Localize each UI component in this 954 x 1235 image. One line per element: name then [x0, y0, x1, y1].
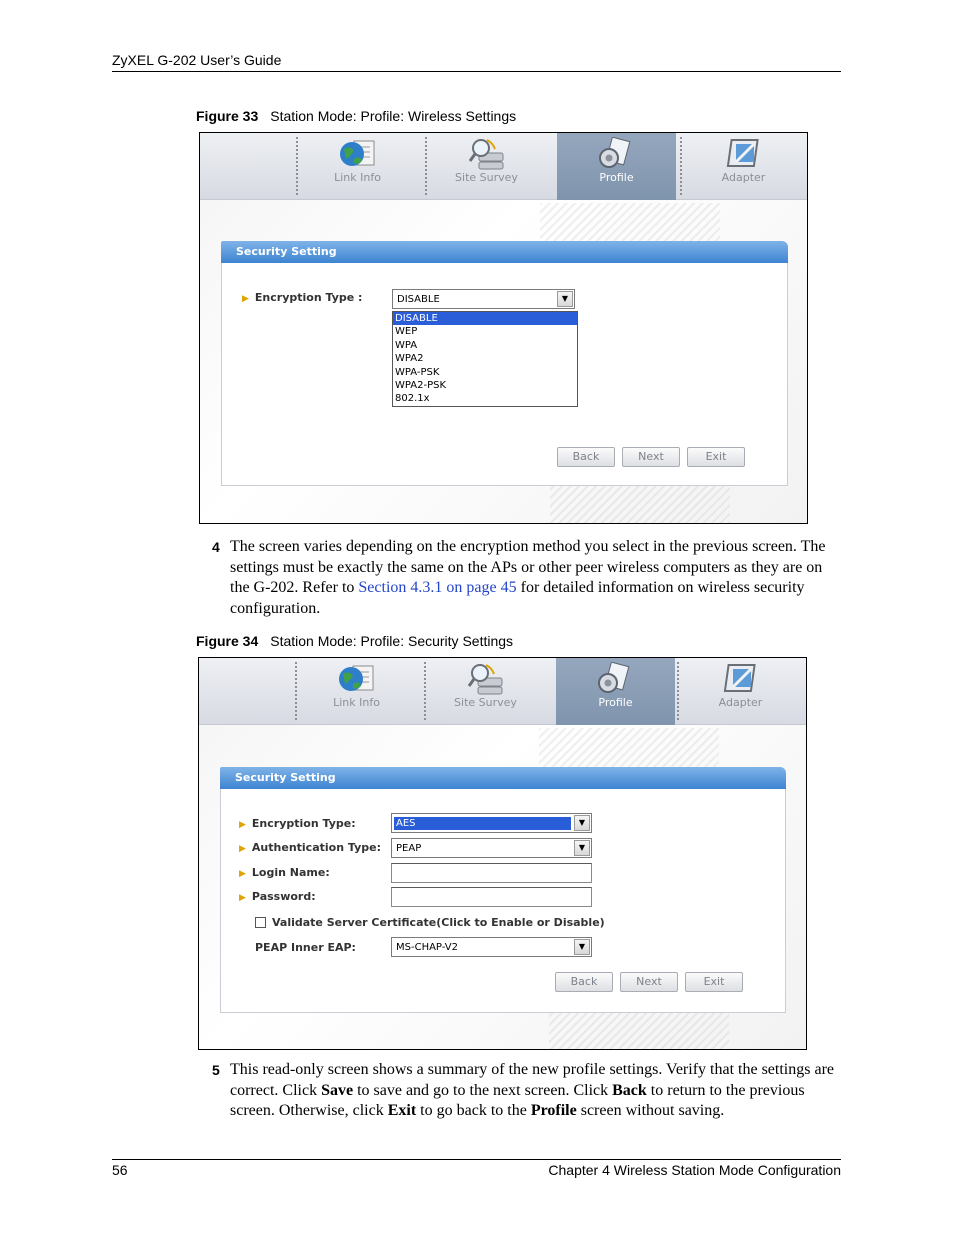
password-input[interactable]: [391, 887, 592, 907]
tab-adapter[interactable]: [677, 658, 804, 725]
peap-inner-eap-label: PEAP Inner EAP:: [255, 941, 356, 954]
tab-adapter[interactable]: [680, 133, 807, 200]
section-link[interactable]: Section 4.3.1 on page 45: [358, 579, 517, 596]
figure-33-label: Figure 33: [196, 108, 259, 124]
tab-label: Link Info: [334, 171, 381, 184]
back-button[interactable]: Back: [555, 972, 613, 992]
text-run: This read-only screen shows a summary of the new profile settings. Verify that the settings are correct. Click: [230, 1061, 834, 1099]
label-text: Password:: [251, 890, 316, 903]
bullet-arrow-icon: ▶: [239, 893, 246, 903]
dropdown-option[interactable]: WPA: [395, 339, 418, 351]
chevron-down-icon[interactable]: ▼: [574, 840, 590, 856]
dropdown-option[interactable]: WEP: [395, 326, 418, 338]
panel-title: Security Setting: [221, 241, 788, 263]
figure-33-caption: [196, 108, 516, 124]
tab-profile[interactable]: [557, 133, 676, 200]
encryption-type-label-text: Encryption Type :: [254, 291, 363, 304]
encryption-type-select[interactable]: [392, 289, 575, 309]
globe-document-icon: [338, 137, 378, 171]
tab-link-info[interactable]: [293, 658, 420, 725]
step-5-paragraph: [212, 1060, 844, 1122]
security-setting-panel: [220, 771, 786, 1013]
text-run: to return to the previous screen. Otherwise, click: [230, 1081, 805, 1119]
next-button[interactable]: Next: [622, 447, 680, 467]
footer-rule: [112, 1159, 841, 1160]
step-text: [230, 1060, 844, 1122]
label-text: Encryption Type:: [251, 817, 356, 830]
chapter-title: Chapter 4 Wireless Station Mode Configuration: [548, 1162, 841, 1178]
dropdown-option[interactable]: WPA2-PSK: [395, 379, 447, 391]
tab-bar: [199, 658, 806, 725]
adapter-icon: [724, 137, 764, 171]
page-header: ZyXEL G-202 User’s Guide: [112, 52, 282, 68]
dropdown-option[interactable]: WPA-PSK: [395, 366, 440, 378]
tab-site-survey[interactable]: [423, 133, 550, 200]
dropdown-option[interactable]: WPA2: [395, 353, 424, 365]
globe-document-icon: [337, 662, 377, 696]
tab-label: Site Survey: [455, 171, 518, 184]
authentication-type-select[interactable]: [391, 838, 592, 858]
text-run: The screen varies depending on the encryption method you select in the previous screen. The settings must be exactly the same on the APs or other peer wireless computers as they are on the G-202. Refer to: [230, 538, 826, 596]
next-button[interactable]: Next: [620, 972, 678, 992]
encryption-type-select[interactable]: [391, 813, 592, 833]
tab-separator: [295, 662, 297, 720]
label-text: Login Name:: [251, 866, 330, 879]
encryption-type-label: [239, 817, 356, 830]
magnifier-network-icon: [467, 137, 507, 171]
magnifier-network-icon: [466, 662, 506, 696]
peap-inner-eap-select[interactable]: [391, 937, 592, 957]
figure-34-label: Figure 34: [196, 633, 259, 649]
gear-document-icon: [595, 137, 635, 171]
adapter-icon: [721, 662, 761, 696]
bullet-arrow-icon: ▶: [239, 844, 246, 854]
step-text: [230, 537, 844, 619]
figure-34-screenshot: [198, 657, 807, 1050]
select-value: PEAP: [396, 843, 422, 854]
bullet-arrow-icon: ▶: [239, 820, 246, 830]
figure-33-title: Station Mode: Profile: Wireless Settings: [270, 108, 517, 124]
tab-site-survey[interactable]: [422, 658, 549, 725]
bold-term: Profile: [530, 1102, 577, 1119]
text-run: to go back to the: [416, 1102, 531, 1119]
figure-33-screenshot: [199, 132, 808, 524]
login-name-label: [239, 866, 330, 879]
bullet-arrow-icon: ▶: [239, 869, 246, 879]
back-button[interactable]: Back: [557, 447, 615, 467]
encryption-type-dropdown-list[interactable]: [392, 311, 578, 407]
figure-34-title: Station Mode: Profile: Security Settings: [270, 633, 514, 649]
page-number: 56: [112, 1162, 128, 1178]
encryption-type-label: [242, 291, 362, 304]
header-rule: [112, 71, 841, 72]
step-4-paragraph: [212, 537, 844, 619]
password-label: [239, 890, 316, 903]
bold-term: Back: [612, 1081, 647, 1099]
security-setting-panel: [221, 245, 788, 486]
bold-term: Exit: [387, 1102, 417, 1119]
label-text: Authentication Type:: [251, 841, 381, 854]
exit-button[interactable]: Exit: [687, 447, 745, 467]
tab-label: Site Survey: [454, 696, 517, 709]
tab-link-info[interactable]: [294, 133, 421, 200]
chevron-down-icon[interactable]: ▼: [574, 939, 590, 955]
select-value: MS-CHAP-V2: [396, 942, 458, 953]
chevron-down-icon[interactable]: ▼: [574, 815, 590, 831]
text-run: for detailed information on wireless security configuration.: [230, 579, 805, 617]
tab-separator: [296, 137, 298, 195]
authentication-type-label: [239, 841, 381, 854]
tab-profile[interactable]: [556, 658, 675, 725]
tab-label: Adapter: [721, 171, 766, 184]
step-number: 4: [212, 539, 220, 555]
panel-title: Security Setting: [220, 767, 786, 789]
text-run: to save and go to the next screen. Click: [353, 1081, 613, 1099]
step-number: 5: [212, 1062, 220, 1078]
figure-34-caption: [196, 633, 513, 649]
validate-server-certificate-label: Validate Server Certificate(Click to Enable or Disable): [272, 916, 605, 929]
tab-label: Link Info: [333, 696, 380, 709]
tab-label: Adapter: [718, 696, 763, 709]
login-name-input[interactable]: [391, 863, 592, 883]
tab-label: Profile: [599, 171, 634, 184]
bullet-arrow-icon: ▶: [242, 294, 249, 304]
tab-separator: [425, 137, 427, 195]
tab-separator: [424, 662, 426, 720]
tab-bar: [200, 133, 807, 200]
tab-label: Profile: [598, 696, 633, 709]
chevron-down-icon[interactable]: ▼: [557, 291, 573, 307]
select-value: DISABLE: [397, 294, 440, 305]
dropdown-option[interactable]: 802.1x: [395, 393, 430, 405]
gear-document-icon: [594, 662, 634, 696]
validate-server-certificate-checkbox[interactable]: [255, 917, 266, 928]
dropdown-option[interactable]: DISABLE: [393, 312, 577, 325]
exit-button[interactable]: Exit: [685, 972, 743, 992]
bold-term: Save: [321, 1081, 354, 1099]
text-run: screen without saving.: [576, 1102, 725, 1119]
select-value: AES: [394, 817, 571, 830]
